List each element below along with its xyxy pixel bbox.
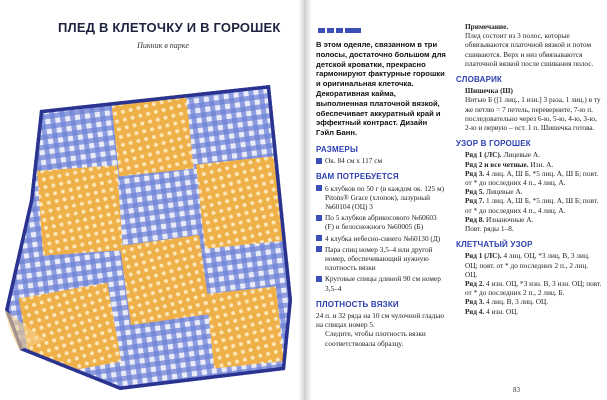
materials-item-text: Круговые спицы длиной 90 см номер 3,5–4 xyxy=(325,274,441,293)
materials-item xyxy=(316,213,446,231)
pattern-row: Ряд 1 (ЛС). Лицевые А. xyxy=(465,150,540,160)
note-text: Плед состоит из 3 полос, которые обвязываются платочной вязкой и потом сшиваются. Верх и низ обвязываются платочной вязкой после сшивания полос. xyxy=(465,31,594,68)
materials-item-text: Пара спиц номер 3,5–4 или другой номер, обеспечивающий нужную плотность вязки xyxy=(325,244,433,273)
polka-heading: УЗОР В ГОРОШЕК xyxy=(456,139,531,149)
bullet-icon xyxy=(316,185,322,191)
sizes-value: Ок. 84 см х 117 см xyxy=(325,156,383,166)
article-title: ПЛЕД В КЛЕТОЧКУ И В ГОРОШЕК xyxy=(58,20,281,35)
bullet-icon xyxy=(316,276,322,282)
pattern-row: Ряд 7. 1 лиц. А, Ш Б, *5 лиц. А, Ш Б; повт. от * до последних 4 п., 4 лиц. А. xyxy=(465,196,599,215)
pattern-row: Ряд 1 (ЛС). 4 лиц. ОЦ, *3 лиц. В, 3 лиц. ОЦ; повт. от * до последних 2 п., 2 лиц. ОЦ. xyxy=(465,251,590,279)
gauge-line-2: Следите, чтобы плотность вязки соответствовала образцу. xyxy=(325,329,426,348)
materials-item-text: 4 клубка небесно-синего №60130 (Д) xyxy=(325,233,441,243)
left-page xyxy=(0,0,300,400)
bullet-icon xyxy=(316,235,322,241)
glossary-heading: СЛОВАРИК xyxy=(456,75,503,85)
gauge-line-1: 24 п. и 32 ряда на 10 см чулочной гладью на спицах номер 5. xyxy=(316,311,445,330)
gauge-heading: ПЛОТНОСТЬ ВЯЗКИ xyxy=(316,299,399,309)
pattern-row: Ряд 3. 4 лиц. В, 3 лиц. ОЦ. xyxy=(465,297,549,307)
pattern-row: Ряд 5. Лицевые А. xyxy=(465,187,523,197)
materials-heading: ВАМ ПОТРЕБУЕТСЯ xyxy=(316,172,399,182)
column-right xyxy=(456,22,602,316)
bullet-icon xyxy=(316,158,322,164)
materials-item-text: По 5 клубков абрикосового №60603 (F) и белоснежного №60005 (Б) xyxy=(325,213,437,232)
sizes-row xyxy=(316,156,446,165)
materials-item xyxy=(316,234,446,243)
decorative-bars-icon xyxy=(318,28,361,33)
pattern-row: Ряд 4. 4 изн. ОЦ. xyxy=(465,306,519,316)
page-number: 83 xyxy=(513,386,520,394)
materials-item xyxy=(316,245,446,273)
check-heading: КЛЕТЧАТЫЙ УЗОР xyxy=(456,240,533,250)
note-heading: Примечание. xyxy=(465,22,509,31)
pattern-row: Повт. ряды 1–8. xyxy=(465,224,514,234)
glossary-definition: Нитью Б ([1 лиц., 1 изн.] 3 раза, 1 лиц.) в ту же петлю = 7 петель, переверните, 7-ю п. последовательно через 6-ю, 5-ю, 4-ю, 3-ю, 2-ю и первую – ост. 1 п. Шишечка готова. xyxy=(465,95,601,133)
pattern-row: Ряд 3. 4 лиц. А, Ш Б, *5 лиц. А, Ш Б; повт. от * до последних 4 п., 4 лиц. А. xyxy=(465,168,599,188)
pattern-row: Ряд 2 и все четные. Изн. А. xyxy=(465,159,554,169)
pattern-row: Ряд 2. 4 изн. ОЦ, *3 изн. В, 3 изн. ОЦ; повт. от * до последних 2 п., 2 лиц. Б. xyxy=(465,279,602,298)
pattern-row: Ряд 8. Изнаночные А. xyxy=(465,214,534,224)
materials-item xyxy=(316,274,446,292)
column-left xyxy=(316,40,446,348)
bullet-icon xyxy=(316,246,322,252)
blanket-photo xyxy=(0,50,300,395)
materials-item xyxy=(316,184,446,212)
bullet-icon xyxy=(316,215,322,221)
sizes-heading: РАЗМЕРЫ xyxy=(316,144,358,154)
glossary-term: Шишечка (Ш) xyxy=(465,86,513,96)
article-subtitle: Пикник в парке xyxy=(137,41,189,50)
page-gutter xyxy=(298,0,312,400)
materials-item-text: 6 клубков по 50 г (в каждом ок. 125 м) Pitons® Grace (хлопок), лазурный №60104 (ОЦ) 3 xyxy=(325,183,445,211)
intro-text: В этом одеяле, связанном в три полосы, достаточно большом для детской кроватки, прекрасно гармонируют фактурные горошки и оригинальная клеточка. Декоративная кайма, выполненная платочной вязкой, обеспечивает аккуратный край и эффектный контраст. Дизайн Гэйл Банн. xyxy=(316,40,446,138)
